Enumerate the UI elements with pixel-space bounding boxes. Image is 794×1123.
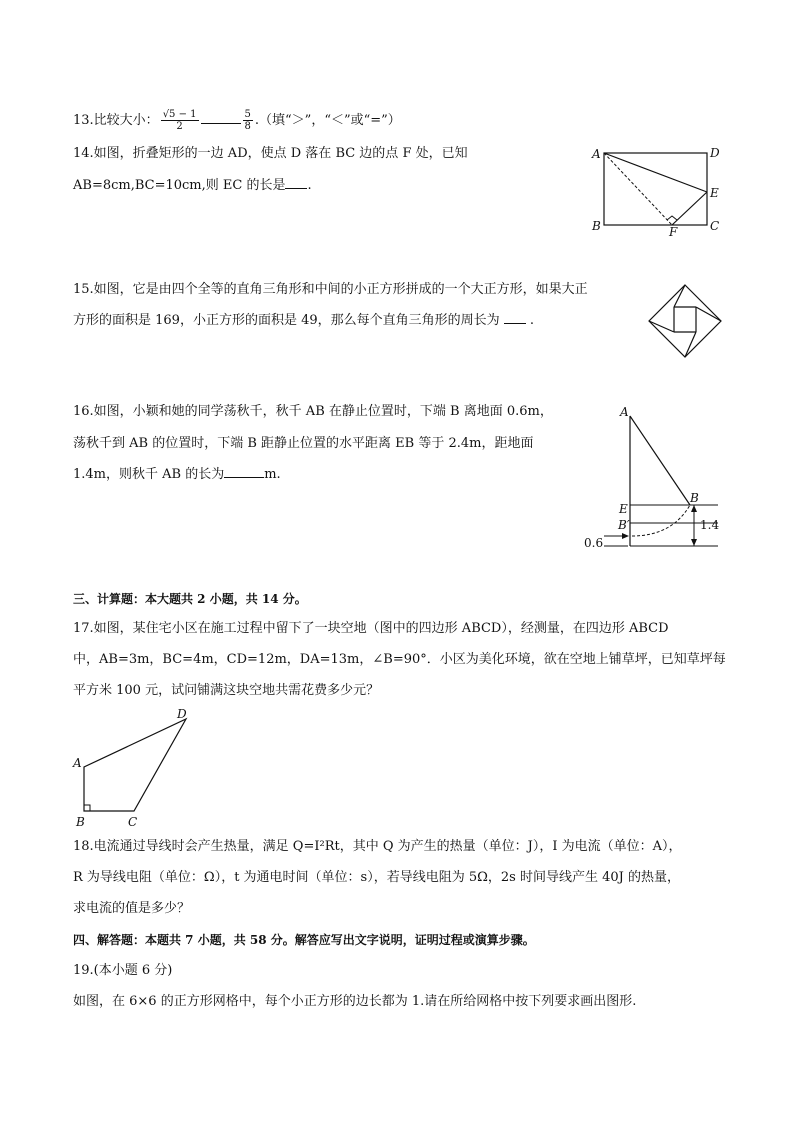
q16-line-1: 16.如图，小颖和她的同学荡秋千，秋千 AB 在静止位置时，下端 B 离地面 0.6m， — [73, 404, 553, 419]
q14-label-c: C — [710, 219, 720, 233]
q17-line-2: 中，AB=3m，BC=4m，CD=12m，DA=13m，∠B=90°．小区为美化环境，欲在空地上铺草坪，已知草坪每 — [73, 652, 726, 667]
q17-label-c: C — [128, 815, 138, 829]
q16-label-a: A — [620, 405, 629, 419]
q19-line-1: 19.(本小题 6 分) — [73, 963, 173, 978]
q13-line — [73, 109, 401, 132]
q13-fraction-1: $\frac{√5 - 1}{2}$ — [162, 109, 197, 132]
q13-answer-blank[interactable] — [201, 123, 241, 124]
q17-line-1: 17.如图，某住宅小区在施工过程中留下了一块空地（图中的四边形 ABCD），经测量，在四边形 ABCD — [73, 621, 669, 636]
q14-rectangle-figure — [586, 140, 726, 240]
q16-answer-blank[interactable] — [224, 477, 264, 478]
q13-fraction-2: $\frac{5}{8}$ — [244, 109, 251, 132]
section-3-heading: 三、计算题：本大题共 2 小题，共 14 分。 — [73, 592, 307, 606]
q14-label-e: E — [710, 186, 719, 200]
q16-label-b-prime: B′ — [618, 518, 630, 532]
q18-line-3: 求电流的值是多少？ — [73, 901, 191, 916]
q13-prefix: 13.比较大小： — [73, 113, 159, 128]
q14-label-d: D — [710, 146, 720, 160]
q17-line-3: 平方米 100 元，试问铺满这块空地共需花费多少元？ — [73, 683, 380, 698]
section-4-heading: 四、解答题：本题共 7 小题，共 58 分。解答应写出文字说明，证明过程或演算步骤。 — [73, 933, 535, 947]
q14-line-1: 14.如图，折叠矩形的一边 AD，使点 D 落在 BC 边的点 F 处，已知 — [73, 146, 468, 161]
q14-label-a: A — [592, 147, 601, 161]
q14-line-2: AB=8cm,BC=10cm,则 EC 的长是 . — [73, 178, 312, 193]
q18-line-1: 18.电流通过导线时会产生热量，满足 Q=I²Rt，其中 Q 为产生的热量（单位：J），I 为电流（单位：A）， — [73, 839, 682, 854]
q13-suffix: .（填“＞”，“＜”或“=”） — [254, 113, 401, 128]
q14-label-b: B — [592, 219, 601, 233]
q17-label-b: B — [76, 815, 85, 829]
q14-label-f: F — [669, 225, 678, 239]
q14-answer-blank[interactable] — [285, 188, 307, 189]
q15-line-1: 15.如图，它是由四个全等的直角三角形和中间的小正方形拼成的一个大正方形，如果大正 — [73, 282, 588, 297]
q16-label-e: E — [619, 502, 628, 516]
q18-line-2: R 为导线电阻（单位：Ω），t 为通电时间（单位：s），若导线电阻为 5Ω，2s 时间导线产生 40J 的热量， — [73, 870, 681, 885]
q16-height-label: 1.4 — [700, 518, 720, 532]
q17-label-a: A — [73, 756, 82, 770]
q16-line-2: 荡秋千到 AB 的位置时，下端 B 距静止位置的水平距离 EB 等于 2.4m，距地面 — [73, 436, 534, 451]
q16-swing-figure — [582, 402, 727, 554]
q19-line-2: 如图，在 6×6 的正方形网格中，每个小正方形的边长都为 1.请在所给网格中按下列要求画出图形. — [73, 994, 637, 1009]
q16-line-3: 1.4m，则秋千 AB 的长为 m. — [73, 467, 281, 482]
q15-pinwheel-square-figure — [645, 281, 725, 361]
q17-quadrilateral-figure — [70, 705, 200, 830]
q15-answer-blank[interactable] — [504, 323, 526, 324]
q16-label-b: B — [690, 491, 699, 505]
q17-label-d: D — [177, 707, 187, 721]
q15-line-2: 方形的面积是 169，小正方形的面积是 49，那么每个直角三角形的周长为 . — [73, 313, 535, 328]
q16-ground-label: 0.6 — [584, 536, 604, 550]
